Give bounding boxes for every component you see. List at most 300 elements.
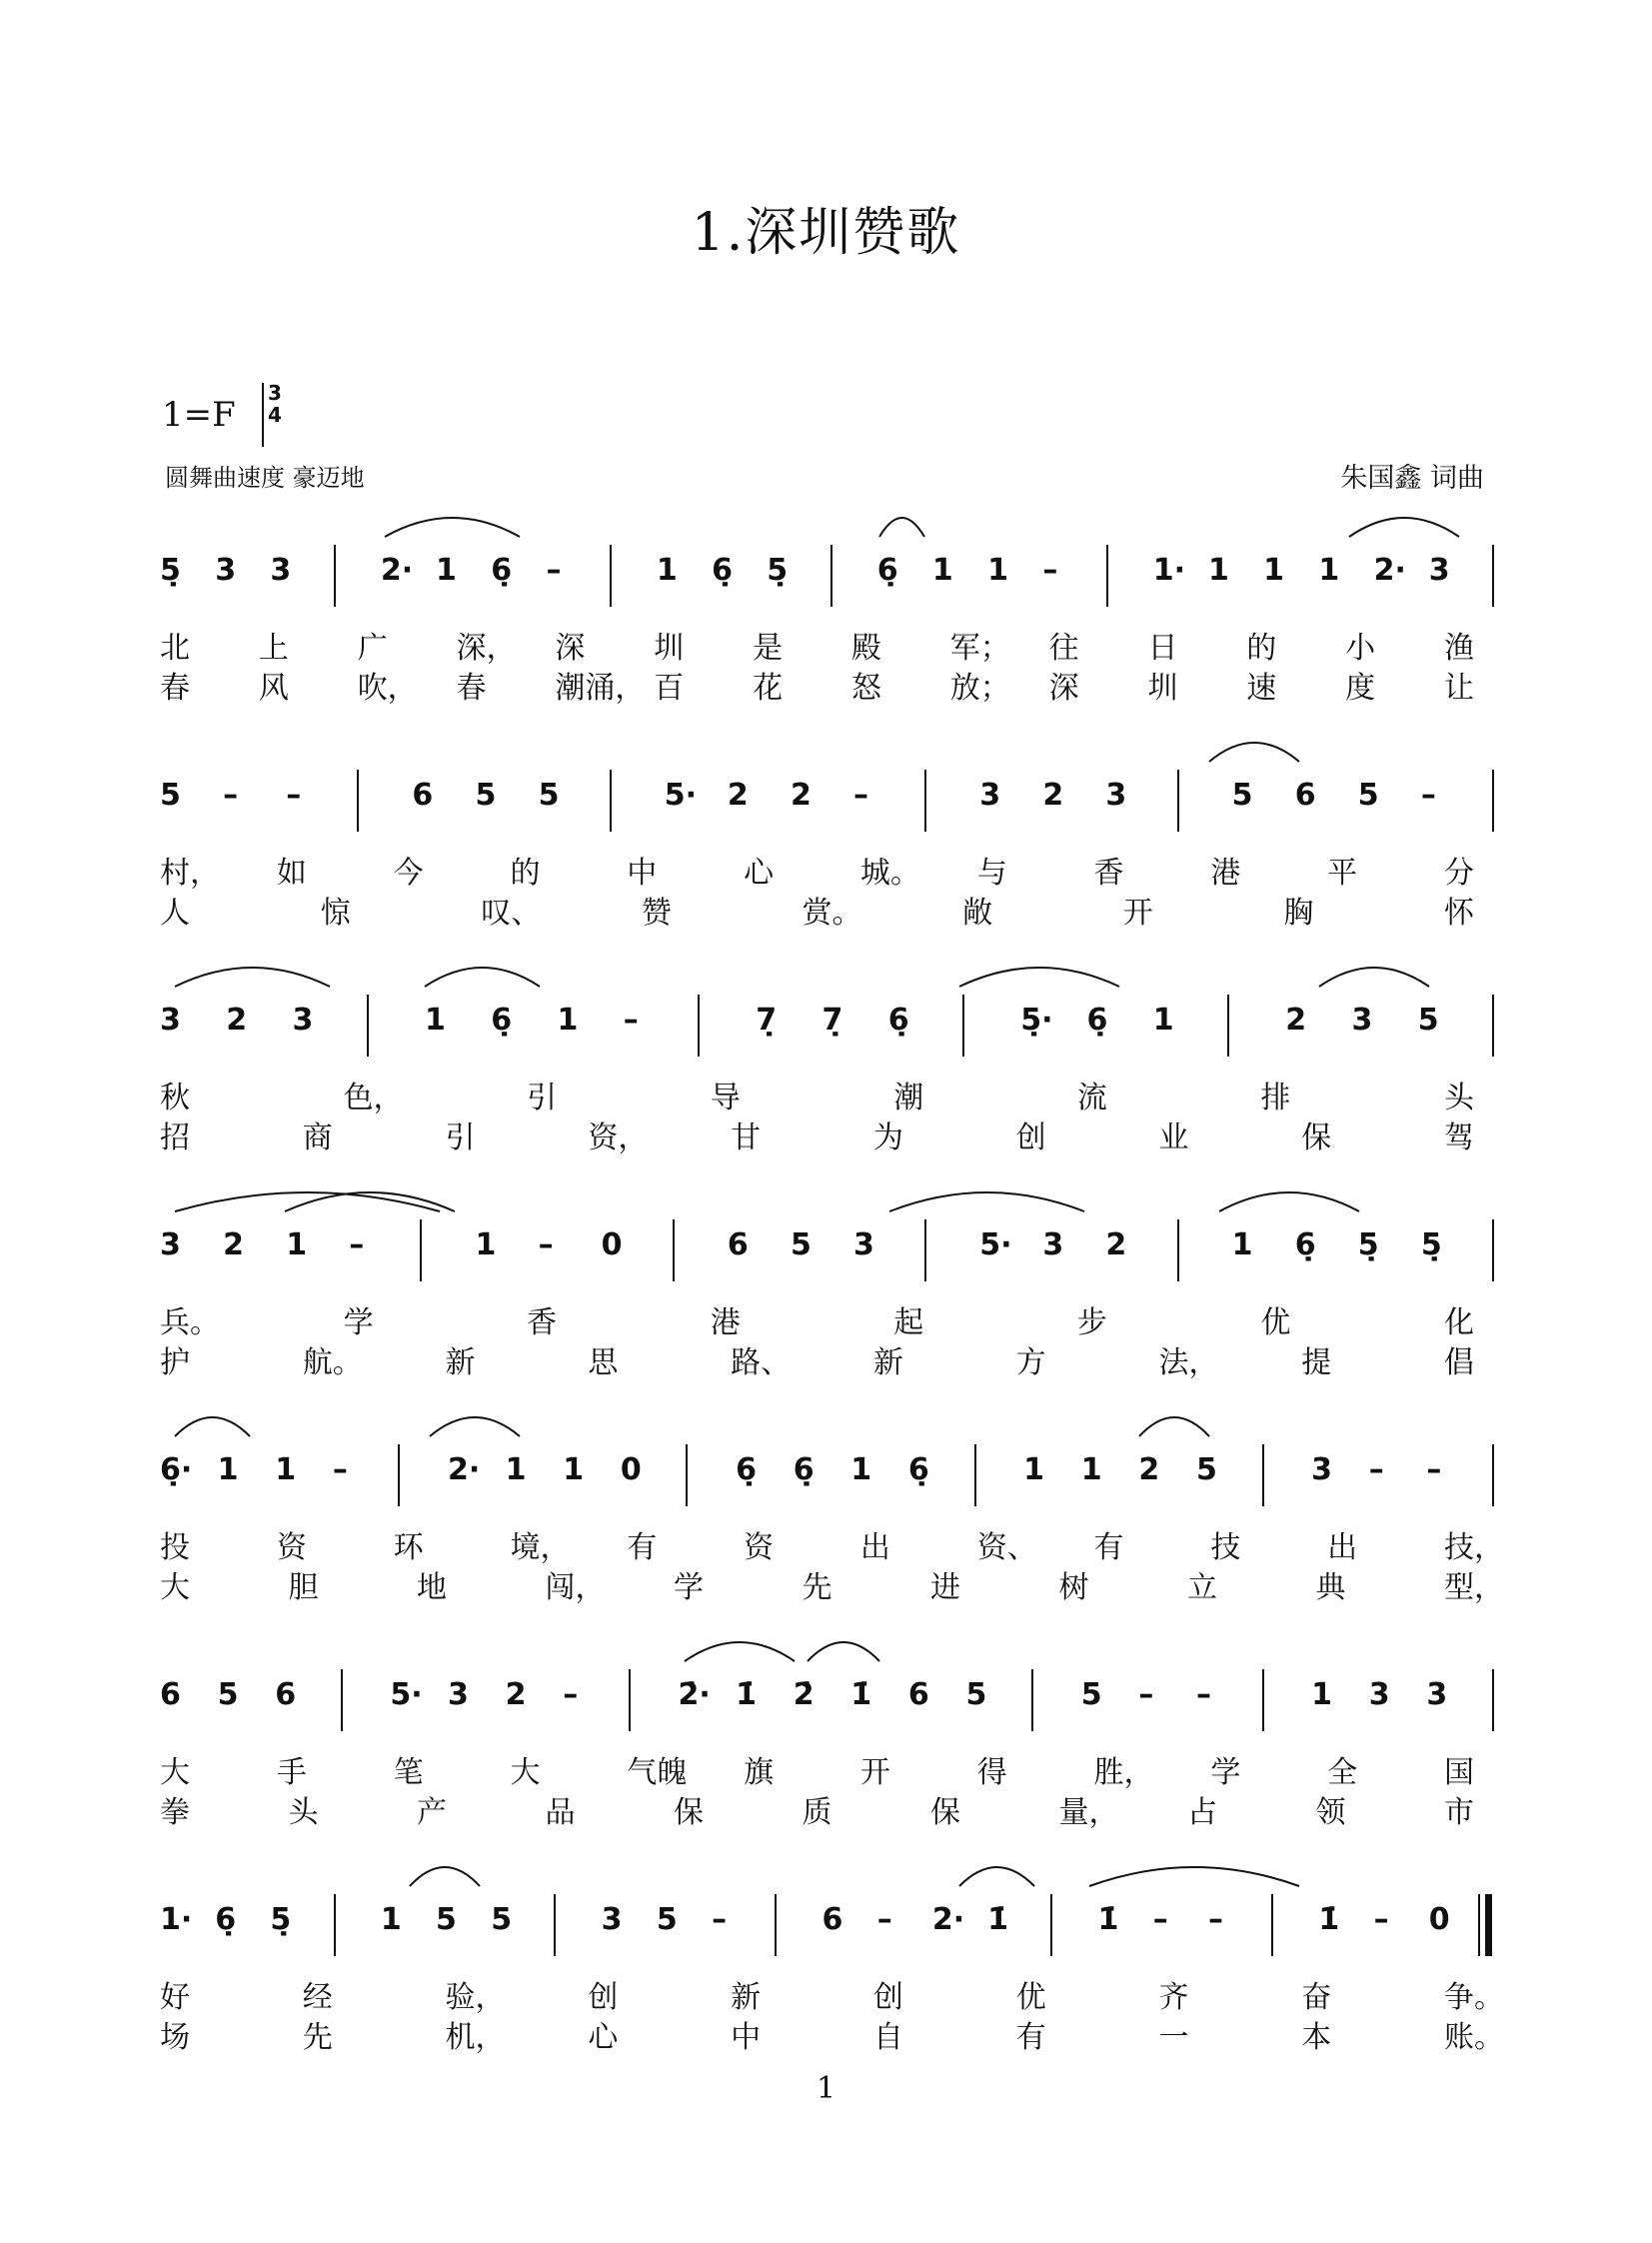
note: 1 <box>1023 1452 1044 1487</box>
lyric-syllable: 出 <box>859 1530 890 1565</box>
lyric-syllable: 地 <box>417 1570 447 1605</box>
note: 5· <box>979 1227 1012 1262</box>
barline <box>341 1669 343 1731</box>
lyric-syllable: 手 <box>276 1755 307 1790</box>
lyric-syllable: 赏。 <box>802 896 862 931</box>
lyric-syllable: 本 <box>1301 2020 1332 2055</box>
note: 6 <box>1294 778 1316 813</box>
note: 1 <box>1311 1677 1333 1712</box>
lyric-syllable: 心 <box>588 2020 619 2055</box>
lyric-syllable: 一 <box>1158 2020 1189 2055</box>
note: 6̣ <box>736 1452 757 1487</box>
lyric-syllable: 新 <box>445 1345 476 1380</box>
dash-extension: – <box>563 1677 579 1712</box>
lyric-syllable: 放； <box>949 671 1010 706</box>
note: 5 <box>790 1227 812 1262</box>
barline <box>334 1894 336 1956</box>
notation-line <box>160 770 1492 840</box>
barline <box>1227 995 1229 1057</box>
note: 1 <box>1152 1003 1174 1038</box>
lyric-syllable: 争。 <box>1444 1980 1504 2015</box>
note: 7̣ <box>756 1003 778 1038</box>
note: 1 <box>1318 553 1340 588</box>
note: 6 <box>907 1677 929 1712</box>
lyric-syllable: 占 <box>1187 1795 1217 1830</box>
lyric-syllable: 深， <box>456 631 517 666</box>
lyric-syllable: 创 <box>872 1980 903 2015</box>
note: 1̇ <box>987 1902 1008 1937</box>
note: 1 <box>931 553 953 588</box>
note: 3 <box>601 1902 623 1937</box>
lyric-syllable: 大 <box>510 1755 541 1790</box>
note: 1 <box>217 1452 239 1487</box>
lyric-syllable: 心 <box>744 856 775 891</box>
lyric-syllable: 赞 <box>641 896 672 931</box>
lyric-verse-1 <box>160 1972 1504 2015</box>
lyric-syllable: 法， <box>1158 1345 1219 1380</box>
lyric-syllable: 潮涌， <box>555 671 646 706</box>
lyric-syllable: 胸 <box>1283 896 1314 931</box>
dash-extension: – <box>1138 1677 1154 1712</box>
lyric-syllable: 境， <box>510 1530 571 1565</box>
barline <box>398 1444 400 1506</box>
dash-extension: – <box>1368 1452 1384 1487</box>
note: 1 <box>850 1452 872 1487</box>
dash-extension: – <box>223 778 239 813</box>
barline <box>367 995 369 1057</box>
dash-extension: – <box>1152 1902 1168 1937</box>
lyric-syllable: 开 <box>1122 896 1153 931</box>
note: 3 <box>292 1003 314 1038</box>
note: 5 <box>1231 778 1253 813</box>
lyric-syllable: 全 <box>1327 1755 1358 1790</box>
lyric-syllable: 步 <box>1076 1305 1107 1340</box>
note: 6̣ <box>1086 1003 1108 1038</box>
note: 5 <box>1080 1677 1102 1712</box>
notation-line <box>160 995 1492 1065</box>
lyric-verse-1 <box>160 1073 1492 1116</box>
lyric-syllable: 是 <box>753 631 784 666</box>
lyric-syllable: 典 <box>1315 1570 1346 1605</box>
lyric-syllable: 市 <box>1444 1795 1474 1830</box>
note: 6̣ <box>712 553 733 588</box>
note: 1 <box>286 1227 308 1262</box>
barline <box>1177 1219 1179 1281</box>
barline <box>686 1444 688 1506</box>
note: 6̣ <box>876 553 898 588</box>
note: 5 <box>1357 778 1379 813</box>
note: 5 <box>1195 1452 1217 1487</box>
lyric-syllable: 开 <box>859 1755 890 1790</box>
lyric-syllable: 香 <box>527 1305 558 1340</box>
barline <box>610 545 612 607</box>
lyric-syllable: 学 <box>343 1305 374 1340</box>
lyric-syllable: 深 <box>1048 671 1079 706</box>
lyric-syllable: 的 <box>510 856 541 891</box>
lyric-syllable: 业 <box>1158 1121 1189 1155</box>
lyric-syllable: 新 <box>872 1345 903 1380</box>
lyric-verse-2 <box>160 1787 1492 1830</box>
note: 3 <box>853 1227 874 1262</box>
lyric-syllable: 国 <box>1444 1755 1474 1790</box>
lyric-syllable: 闯， <box>545 1570 606 1605</box>
note: 5̣ <box>1357 1227 1379 1262</box>
time-signature <box>262 382 288 426</box>
lyric-syllable: 齐 <box>1158 1980 1189 2015</box>
barline <box>1262 1669 1264 1731</box>
lyric-syllable: 速 <box>1246 671 1277 706</box>
note: 1 <box>425 1003 446 1038</box>
note: 5 <box>160 778 181 813</box>
note: 6̣· <box>160 1452 193 1487</box>
lyric-syllable: 路、 <box>731 1345 792 1380</box>
lyric-syllable: 引 <box>527 1081 558 1116</box>
time-signature-line <box>262 383 264 447</box>
barline <box>974 1444 976 1506</box>
barline <box>1492 1669 1494 1731</box>
lyric-syllable: 兵。 <box>160 1305 220 1340</box>
barline <box>1177 770 1179 832</box>
note: 6̣ <box>907 1452 929 1487</box>
note: 3 <box>160 1227 181 1262</box>
note: 3 <box>215 553 237 588</box>
note: 1̇ <box>1097 1902 1119 1937</box>
lyric-syllable: 资、 <box>976 1530 1037 1565</box>
lyric-syllable: 引 <box>445 1121 476 1155</box>
lyric-syllable: 圳 <box>654 631 685 666</box>
lyric-syllable: 港 <box>710 1305 741 1340</box>
note: 1 <box>436 553 457 588</box>
note: 1· <box>1152 553 1186 588</box>
note: 2· <box>931 1902 965 1937</box>
barline <box>1106 545 1108 607</box>
lyric-syllable: 春 <box>456 671 487 706</box>
note: 3 <box>1351 1003 1373 1038</box>
lyric-syllable: 秋 <box>160 1081 190 1116</box>
lyric-syllable: 吹， <box>357 671 418 706</box>
lyric-syllable: 产 <box>417 1795 447 1830</box>
barline <box>924 1219 926 1281</box>
notation-line <box>160 1669 1492 1739</box>
note: 1 <box>275 1452 297 1487</box>
barline <box>1050 1894 1052 1956</box>
lyric-syllable: 风 <box>258 671 289 706</box>
note: 1 <box>505 1452 527 1487</box>
note: 5· <box>664 778 698 813</box>
lyric-verse-1 <box>160 1747 1492 1790</box>
barline <box>673 1219 675 1281</box>
page-number: 1 <box>816 2071 836 2106</box>
dash-extension: – <box>1373 1902 1389 1937</box>
note: 7̣ <box>822 1003 843 1038</box>
lyric-syllable: 量， <box>1058 1795 1119 1830</box>
composer-credit: 朱国鑫 词曲 <box>1340 463 1484 494</box>
note: 2 <box>1138 1452 1160 1487</box>
barline <box>1492 1219 1494 1281</box>
note: 5̣· <box>1020 1003 1053 1038</box>
lyric-syllable: 旗 <box>744 1755 775 1790</box>
note: 1· <box>160 1902 193 1937</box>
note: 6̣ <box>491 1003 513 1038</box>
lyric-syllable: 自 <box>872 2020 903 2055</box>
note: 5 <box>217 1677 239 1712</box>
barline <box>420 1219 422 1281</box>
note: 6 <box>275 1677 297 1712</box>
lyric-syllable: 先 <box>802 1570 832 1605</box>
dash-extension: – <box>286 778 302 813</box>
note: 2 <box>1285 1003 1307 1038</box>
barline <box>1031 1669 1033 1731</box>
note: 2 <box>790 778 812 813</box>
dash-extension: – <box>538 1227 554 1262</box>
note: 5 <box>475 778 497 813</box>
lyric-syllable: 今 <box>393 856 424 891</box>
lyric-verse-2 <box>160 1113 1492 1155</box>
lyric-syllable: 优 <box>1260 1305 1291 1340</box>
note: 2 <box>505 1677 527 1712</box>
lyric-syllable: 护 <box>160 1345 190 1380</box>
score-system <box>0 1219 1652 1439</box>
lyric-syllable: 招 <box>160 1121 190 1155</box>
lyric-syllable: 城。 <box>859 856 920 891</box>
lyric-syllable: 惊 <box>320 896 351 931</box>
lyric-syllable: 广 <box>357 631 388 666</box>
lyric-syllable: 圳 <box>1147 671 1178 706</box>
notation-line <box>160 1894 1492 1964</box>
lyric-syllable: 立 <box>1187 1570 1217 1605</box>
lyric-syllable: 环 <box>393 1530 424 1565</box>
note: 6 <box>160 1677 181 1712</box>
lyric-verse-2 <box>160 663 1492 706</box>
barline <box>698 995 700 1057</box>
note: 6 <box>822 1902 843 1937</box>
note: 6̣ <box>793 1452 815 1487</box>
lyric-syllable: 村， <box>160 856 220 891</box>
note: 2 <box>226 1003 248 1038</box>
lyric-syllable: 机， <box>445 2020 506 2055</box>
lyric-syllable: 如 <box>276 856 307 891</box>
lyric-syllable: 春 <box>160 671 190 706</box>
lyric-syllable: 头 <box>1444 1081 1474 1116</box>
note: 3 <box>1311 1452 1333 1487</box>
note: 5 <box>436 1902 457 1937</box>
lyric-syllable: 型， <box>1444 1570 1504 1605</box>
note: 3 <box>1368 1677 1390 1712</box>
lyric-syllable: 小 <box>1345 631 1376 666</box>
note: 2̇ <box>793 1677 815 1712</box>
lyric-syllable: 为 <box>872 1121 903 1155</box>
lyric-syllable: 思 <box>588 1345 619 1380</box>
note: 5 <box>491 1902 513 1937</box>
lyric-syllable: 先 <box>302 2020 333 2055</box>
barline <box>357 770 359 832</box>
lyric-syllable: 保 <box>1301 1121 1332 1155</box>
lyric-syllable: 航。 <box>302 1345 363 1380</box>
lyric-syllable: 中 <box>731 2020 762 2055</box>
notation-line <box>160 1444 1492 1514</box>
lyric-syllable: 资， <box>588 1121 649 1155</box>
note: 5̣ <box>767 553 789 588</box>
lyric-syllable: 敞 <box>962 896 993 931</box>
note: 2 <box>727 778 749 813</box>
note: 5· <box>390 1677 423 1712</box>
lyric-verse-1 <box>160 848 1492 891</box>
lyric-syllable: 殿 <box>850 631 881 666</box>
note: 6̣ <box>491 553 513 588</box>
lyric-syllable: 港 <box>1210 856 1241 891</box>
lyric-syllable: 胜， <box>1093 1755 1154 1790</box>
lyric-syllable: 拳 <box>160 1795 190 1830</box>
lyric-syllable: 香 <box>1093 856 1124 891</box>
slur <box>385 518 520 537</box>
lyric-syllable: 验， <box>445 1980 506 2015</box>
lyric-syllable: 怒 <box>850 671 881 706</box>
barline <box>334 545 336 607</box>
note: 5 <box>1417 1003 1439 1038</box>
dash-extension: – <box>853 778 869 813</box>
lyric-verse-2 <box>160 1337 1492 1380</box>
lyric-syllable: 色， <box>343 1081 404 1116</box>
lyric-syllable: 有 <box>1093 1530 1124 1565</box>
note: 2· <box>380 553 414 588</box>
lyric-syllable: 得 <box>976 1755 1007 1790</box>
note: 1̇ <box>850 1677 872 1712</box>
lyric-verse-2 <box>160 1562 1504 1605</box>
note: 6̣ <box>215 1902 237 1937</box>
time-signature-top: 3 <box>268 381 282 405</box>
note: 1̇ <box>1318 1902 1340 1937</box>
lyric-syllable: 学 <box>674 1570 704 1605</box>
slur <box>1349 518 1459 537</box>
lyric-verse-1 <box>160 1297 1492 1340</box>
lyric-syllable: 资 <box>276 1530 307 1565</box>
lyric-syllable: 气魄 <box>627 1755 688 1790</box>
notation-line <box>160 545 1492 615</box>
note: 5 <box>538 778 560 813</box>
lyric-syllable: 技， <box>1444 1530 1504 1565</box>
note: 0 <box>601 1227 623 1262</box>
note: 3 <box>1042 1227 1064 1262</box>
dash-extension: – <box>876 1902 892 1937</box>
barline <box>775 1894 777 1956</box>
lyric-verse-1 <box>160 1522 1504 1565</box>
note: 6̣ <box>1294 1227 1316 1262</box>
lyric-syllable: 有 <box>1015 2020 1046 2055</box>
barline <box>1492 995 1494 1057</box>
score-system <box>0 1444 1652 1664</box>
note: 3 <box>1426 1677 1448 1712</box>
lyric-syllable: 笔 <box>393 1755 424 1790</box>
note: 1 <box>656 553 678 588</box>
lyric-syllable: 领 <box>1315 1795 1346 1830</box>
lyric-syllable: 倡 <box>1444 1345 1474 1380</box>
dash-extension: – <box>1207 1902 1223 1937</box>
note: 3 <box>979 778 1001 813</box>
lyric-syllable: 往 <box>1048 631 1079 666</box>
dash-extension: – <box>546 553 562 588</box>
lyric-syllable: 花 <box>753 671 784 706</box>
note: 3 <box>270 553 292 588</box>
lyric-syllable: 学 <box>1210 1755 1241 1790</box>
lyric-syllable: 树 <box>1058 1570 1089 1605</box>
dash-extension: – <box>1042 553 1058 588</box>
lyric-syllable: 创 <box>1015 1121 1046 1155</box>
lyric-syllable: 流 <box>1076 1081 1107 1116</box>
barline <box>1492 770 1494 832</box>
lyric-syllable: 经 <box>302 1980 333 2015</box>
note: 3 <box>160 1003 181 1038</box>
note: 2· <box>1373 553 1406 588</box>
barline <box>924 770 926 832</box>
lyric-syllable: 出 <box>1327 1530 1358 1565</box>
lyric-syllable: 胆 <box>288 1570 319 1605</box>
lyric-syllable: 奋 <box>1301 1980 1332 2015</box>
lyric-syllable: 导 <box>710 1081 741 1116</box>
note: 6̣ <box>887 1003 909 1038</box>
barline <box>1492 545 1494 607</box>
lyric-syllable: 百 <box>654 671 685 706</box>
dash-extension: – <box>1426 1452 1442 1487</box>
lyric-syllable: 甘 <box>731 1121 762 1155</box>
barline <box>629 1669 631 1731</box>
lyric-syllable: 的 <box>1246 631 1277 666</box>
lyric-syllable: 北 <box>160 631 190 666</box>
lyric-syllable: 驾 <box>1444 1121 1474 1155</box>
note: 2 <box>223 1227 244 1262</box>
note: 1 <box>380 1902 402 1937</box>
lyric-syllable: 场 <box>160 2020 190 2055</box>
lyric-syllable: 上 <box>258 631 289 666</box>
lyric-syllable: 优 <box>1015 1980 1046 2015</box>
score-system <box>0 995 1652 1214</box>
lyric-syllable: 排 <box>1260 1081 1291 1116</box>
lyric-syllable: 度 <box>1345 671 1376 706</box>
note: 1 <box>1231 1227 1253 1262</box>
dash-extension: – <box>332 1452 348 1487</box>
dash-extension: – <box>349 1227 365 1262</box>
lyric-syllable: 账。 <box>1444 2020 1504 2055</box>
lyric-syllable: 好 <box>160 1980 190 2015</box>
note: 5̣ <box>1420 1227 1442 1262</box>
barline <box>1262 1444 1264 1506</box>
note: 5̣ <box>160 553 181 588</box>
note: 5 <box>656 1902 678 1937</box>
lyric-verse-1 <box>160 623 1492 666</box>
note: 2 <box>1042 778 1064 813</box>
key-signature: 1=F <box>162 395 236 435</box>
dash-extension: – <box>1195 1677 1211 1712</box>
dash-extension: – <box>1420 778 1436 813</box>
lyric-syllable: 商 <box>302 1121 333 1155</box>
lyric-syllable: 保 <box>930 1795 960 1830</box>
barline <box>1271 1894 1273 1956</box>
lyric-syllable: 起 <box>893 1305 924 1340</box>
note: 5̣ <box>270 1902 292 1937</box>
note: 1 <box>1263 553 1285 588</box>
lyric-syllable: 潮 <box>893 1081 924 1116</box>
dash-extension: – <box>712 1902 728 1937</box>
barline <box>554 1894 556 1956</box>
lyric-syllable: 深 <box>555 631 586 666</box>
barline <box>1492 1444 1494 1506</box>
lyric-syllable: 资 <box>744 1530 775 1565</box>
lyric-syllable: 与 <box>976 856 1007 891</box>
note: 1 <box>1080 1452 1102 1487</box>
lyric-syllable: 创 <box>588 1980 619 2015</box>
lyric-syllable: 叹、 <box>481 896 542 931</box>
score-system <box>0 1669 1652 1889</box>
note: 1 <box>1207 553 1229 588</box>
